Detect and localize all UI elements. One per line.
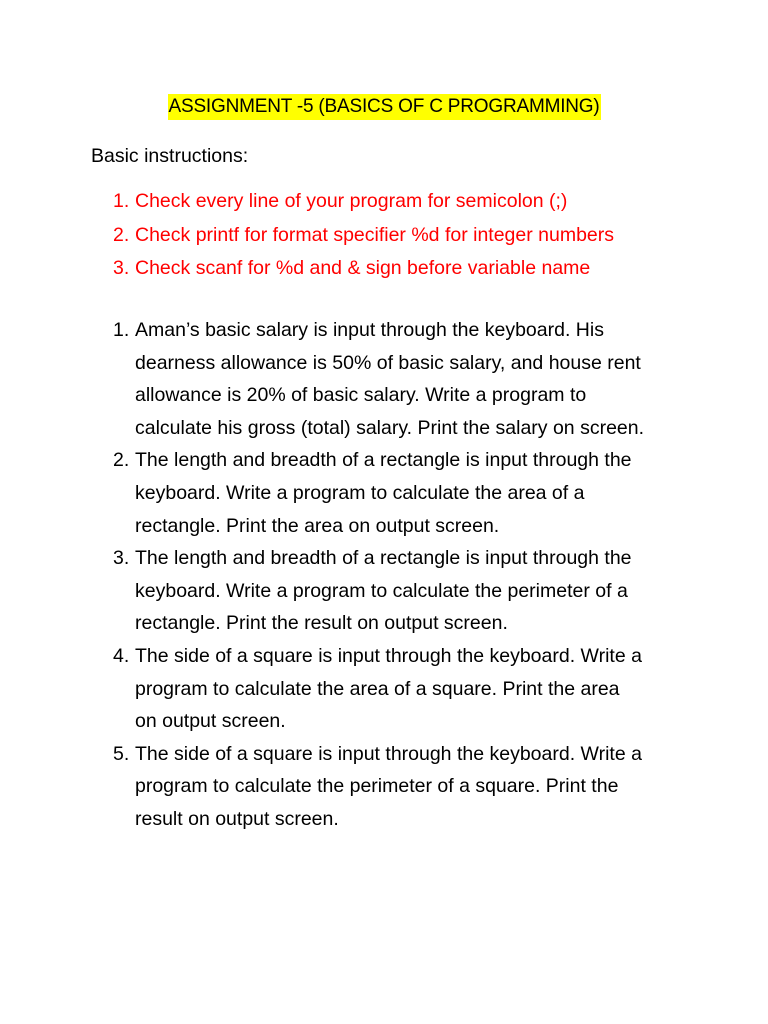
question-number: 4. [113,644,130,667]
question-item [113,640,713,738]
question-line: keyboard. Write a program to calculate the perimeter of a [135,579,628,602]
question-line: allowance is 20% of basic salary. Write a program to [135,384,587,407]
question-line: keyboard. Write a program to calculate the area of a [135,481,585,504]
question-item [113,738,713,836]
question-number: 2. [113,449,130,472]
question-text [135,444,713,542]
question-item [113,444,713,542]
question-number: 1. [113,319,130,341]
question-number: 5. [113,742,130,765]
instruction-number: 1. [113,190,130,212]
question-text [135,542,713,640]
instruction-item [113,219,733,253]
question-number: 3. [113,547,130,570]
question-text [135,314,713,444]
question-line: calculate his gross (total) salary. Print the salary on screen. [135,416,645,439]
instruction-number: 2. [113,223,130,246]
question-item [113,314,713,444]
question-line: result on output screen. [135,807,339,830]
question-line: program to calculate the perimeter of a square. Print the [135,775,619,798]
question-line: The length and breadth of a rectangle is input through the [135,547,632,570]
instructions-list [113,185,733,286]
question-line: program to calculate the area of a square. Print the area [135,677,620,700]
page-title: ASSIGNMENT -5 (BASICS OF C PROGRAMMING) [168,94,601,120]
instruction-number: 3. [113,257,130,279]
instruction-text: Check printf for format specifier %d for integer numbers [135,223,615,246]
instructions-heading: Basic instructions: [91,145,249,167]
instruction-text: Check scanf for %d and & sign before variable name [135,257,591,279]
question-item [113,542,713,640]
question-line: rectangle. Print the result on output screen. [135,612,508,635]
question-line: The side of a square is input through the keyboard. Write a [135,742,642,765]
instruction-item [113,252,733,286]
question-line: rectangle. Print the area on output screen. [135,514,500,537]
question-text [135,640,713,738]
question-line: dearness allowance is 50% of basic salary, and house rent [135,351,641,374]
title-container [0,94,768,120]
question-text [135,738,713,836]
questions-list [113,314,713,836]
instruction-item [113,185,733,219]
question-line: The side of a square is input through the keyboard. Write a [135,644,642,667]
question-line: The length and breadth of a rectangle is input through the [135,449,632,472]
instruction-text: Check every line of your program for semicolon (;) [135,190,568,212]
question-line: Aman’s basic salary is input through the keyboard. His [135,319,604,341]
question-line: on output screen. [135,710,286,733]
